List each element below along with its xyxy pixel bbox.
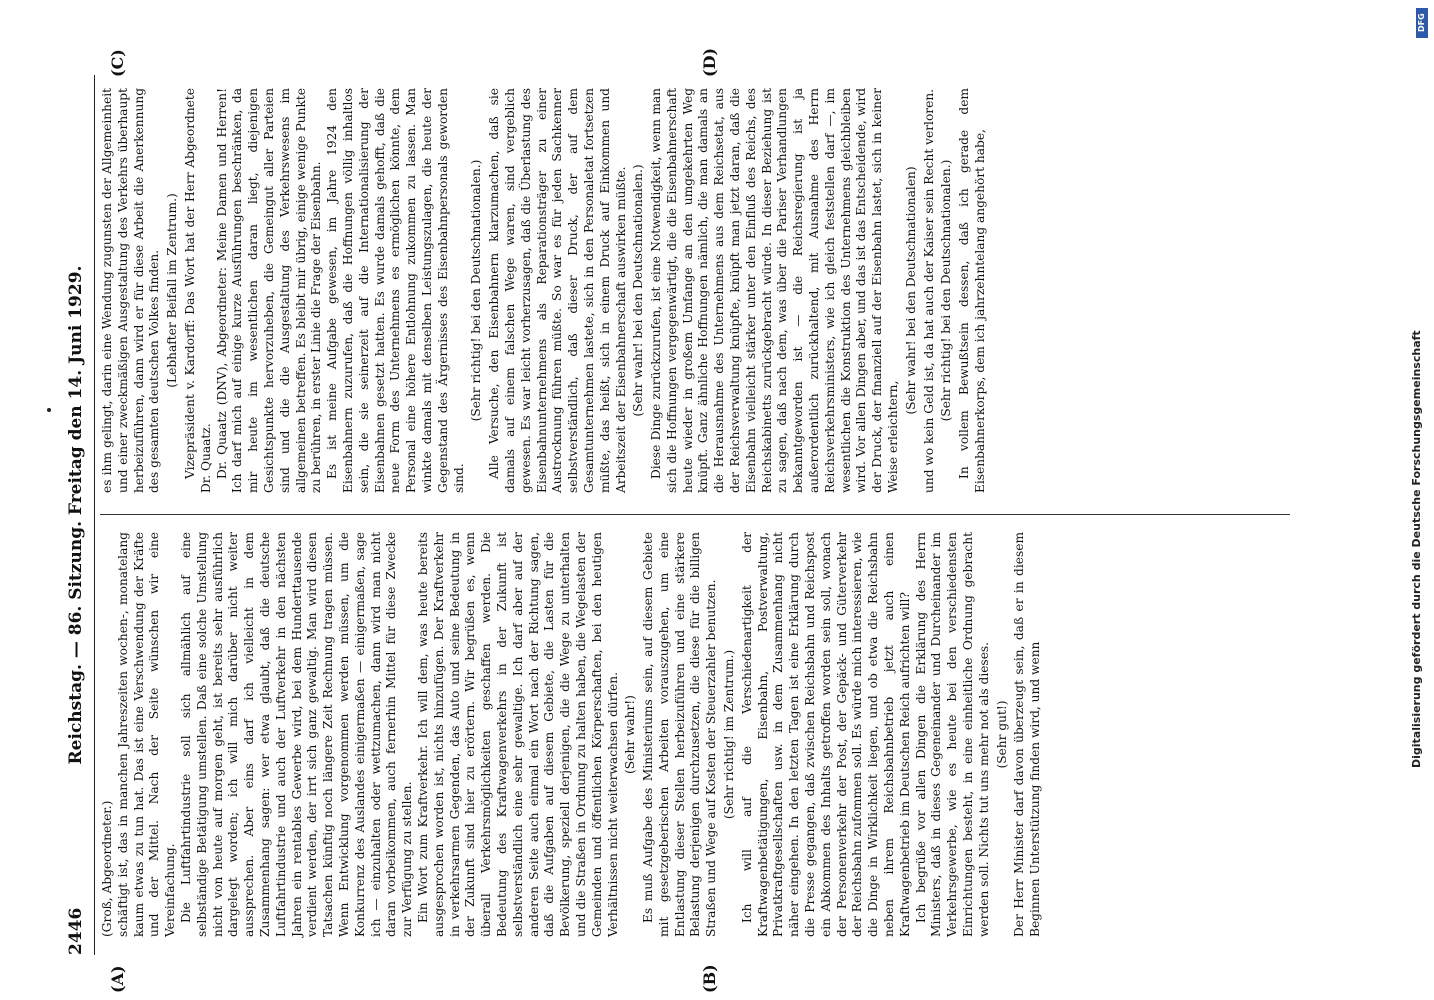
- right-column: [100, 88, 989, 493]
- column-rule: [100, 514, 1290, 515]
- paragraph: Die Luftfahrtindustrie soll sich allmählich auf eine selbständige Betätigung umstellen. Daß eine solche Umstellung nicht von heute auf morgen geht, ist bereits sehr ausführlich dargelegt worden; ich will mich darüber nicht weiter aussprechen. Aber eins darf ich vielleicht in dem Zusammenhang sagen: wer etwa glaubt, daß die deutsche Luftfahrtindustrie und auch der Luftverkehr in den nächsten Jahren ein rentables Gewerbe wird, bei dem Hunderttausende verdient werden, der irrt sich ganz gewaltig. Man wird diesen Tatsachen künftig noch längere Zeit Rechnung tragen müssen. Wenn Entwicklung vorgenommen werden müssen, um die Konkurrenz des Auslandes einigermaßen — einigermaßen, sage ich — einzuhalten oder wettzumachen, dann wird man nicht daran vorbeikommen, auch fernerhin Mittel für diese Zwecke zur Verfügung zu stellen.: [178, 532, 415, 937]
- interjection: (Sehr wahr!): [623, 695, 638, 774]
- paragraph: Ich begrüße vor allen Dingen die Erklärung des Herrn Ministers, daß in dieses Gegeneinander und Durcheinander im Verkehrsgewerbe, wie es heute bei den verschiedensten Einrichtungen besteht, in eine einheitliche Ordnung gebracht werden soll. Nichts tut uns mehr not als dieses.: [913, 532, 991, 937]
- dfg-logo: DFG: [1416, 8, 1428, 38]
- page-number: 2446: [66, 907, 86, 955]
- paragraph: Es ist meine Aufgabe gewesen, im Jahre 1924 den Eisenbahnern zuzurufen, daß die Hoffnungen völlig inhaltlos sein, die sie seinerzeit auf die Internationalisierung der Eisenbahnen gesetzt hatten. Es wurde damals gehofft, daß die neue Form des Unternehmens es ermöglichen könnte, dem Personal eine höhere Entlohnung zukommen zu lassen. Man winkte damals mit denselben Leistungszulagen, die heute der Gegenstand des Ärgernisses des Eisenbahnpersonals geworden sind.: [325, 88, 466, 493]
- margin-marker-a: (A): [108, 965, 127, 993]
- left-column: [100, 532, 1044, 937]
- page-header: [60, 75, 96, 955]
- interjection: (Sehr richtig! bei den Deutschnationalen.): [939, 159, 954, 422]
- interjection: (Sehr richtig! im Zentrum.): [722, 649, 737, 820]
- session-title: Reichstag. — 86. Sitzung. Freitag den 14. Juni 1929.: [66, 265, 86, 765]
- interjection: (Sehr wahr! bei den Deutschnationalen): [903, 166, 918, 415]
- paragraph: Dr. Quaatz (DNV), Abgeordneter: Meine Damen und Herren! Ich darf mich auf einige kurze Ausführungen beschränken, da mir heute im wesentlichen daran liegt, diejenigen Gesichtspunkte hervorzuheben, die Gemeingut aller Parteien sind und die die Ausgestaltung des Verkehrswesens im allgemeinen betreffen. Es bleibt mir übrig, einige wenige Punkte zu berühren, in erster Linie die Frage der Eisenbahn.: [214, 88, 324, 493]
- rotated-document: [60, 47, 1410, 993]
- margin-marker-c: (C): [108, 49, 127, 77]
- interjection: (Lebhafter Beifall im Zentrum.): [165, 193, 180, 388]
- funding-text: Digitalisierung gefördert durch die Deutsche Forschungsgemeinschaft: [1410, 330, 1423, 768]
- paragraph: es ihm gelingt, darin eine Wendung zugunsten der Allgemeinheit und einer zweckmäßigen Ausgestaltung des Verkehrs überhaupt herbeizuführen, dann wird er für diese Arbeit die Anerkennung des gesamten deutschen Volkes finden.: [100, 88, 162, 493]
- paragraph: Ein Wort zum Kraftverkehr. Ich will dem, was heute bereits ausgesprochen worden ist, nichts hinzufügen. Der Kraftverkehr in verkehrsarmen Gegenden, das Auto und seine Bedeutung in der Zukunft sind hier zu erörtern. Wir begrüßen es, wenn überall Verkehrsmöglichkeiten geschaffen werden. Die Bedeutung des Kraftwagenverkehrs in der Zukunft ist selbstverständlich eine sehr gewaltige. Ich darf aber auf der anderen Seite auch einmal ein Wort nach der Richtung sagen, daß die Aufgaben auf diesem Gebiete, die Lasten für die Bevölkerung, speziell derjenigen, die die Wege zu unterhalten und die Straßen in Ordnung zu halten haben, die Wegelasten der Gemeinden und öffentlichen Körperschaften, bei den heutigen Verhältnissen nicht weiterwachsen dürfen.: [415, 532, 620, 937]
- interjection: (Sehr richtig! bei den Deutschnationalen.): [469, 159, 484, 422]
- paragraph: Diese Dinge zurückzurufen, ist eine Notwendigkeit, wenn man sich die Hoffnungen vergegenwärtigt, die die Eisenbahnerschaft heute wieder in großem Umfange an den umgekehrten Weg knüpft. Ganz ähnliche Hoffnungen nämlich, die man damals an die Herausnahme des Unternehmens aus dem Reichsetat, aus der Reichsverwaltung knüpfte, knüpft man jetzt daran, daß die Eisenbahn vielleicht stärker unter den Einfluß des Reichs, des Reichskabinetts zurückgebracht würde. In dieser Beziehung ist zu sagen, daß nach dem, was über die Pariser Verhandlungen bekanntgeworden ist — die Reichsregierung ist ja außerordentlich zurückhaltend, mit Ausnahme des Herrn Reichsverkehrsministers, wie ich gleich feststellen darf —, im wesentlichen die Konstruktion des Unternehmens gleichbleiben wird. Vor allen Dingen aber, und das ist das Entscheidende, wird der Druck, der finanziell auf der Eisenbahn lastet, sich in keiner Weise erleichtern,: [649, 88, 901, 493]
- margin-marker-d: (D): [700, 47, 719, 77]
- interjection: (Sehr gut!): [994, 700, 1009, 769]
- margin-marker-b: (B): [700, 964, 719, 993]
- paragraph: und wo kein Geld ist, da hat auch der Kaiser sein Recht verloren.: [921, 88, 936, 493]
- speaker-intro: Vizepräsident v. Kardorff: Das Wort hat der Herr Abgeordnete Dr. Quaatz.: [182, 88, 213, 493]
- paragraph: Der Herr Minister darf davon überzeugt sein, daß er in diesem Beginnen Unterstützung finden wird, und wenn: [1012, 532, 1043, 937]
- funding-note: [1410, 8, 1432, 768]
- interjection: (Sehr wahr! bei den Deutschnationalen.): [631, 164, 646, 417]
- header-rule: [94, 75, 95, 955]
- paragraph: Ich will auf die Verschiedenartigkeit der Kraftwagenbetätigungen, Eisenbahn, Postverwaltung, Privatkraftgesellschaften usw. in dem Zusammenhang nicht näher eingehen. In den letzten Tagen ist eine Erklärung durch die Presse gegangen, daß zwischen Reichsbahn und Reichspost ein Abkommen des Inhalts getroffen worden sein soll, wonach der Personenverkehr der Post, der Gepäck- und Güterverkehr der Reichsbahn zufommen soll. Es würde mich interessieren, wie die Dinge in Wirklichkeit liegen, und ob etwa die Reichsbahn neben ihrem Reichsbahnbetrieb jetzt auch einen Kraftwagenbetrieb im Deutschen Reich aufrichten will?: [739, 532, 912, 937]
- paragraph: Alle Versuche, den Eisenbahnern klarzumachen, daß sie damals auf einem falschen Wege waren, sind vergeblich gewesen. Es war leicht vorherzusagen, daß die Überlastung des Eisenbahnunternehmens als Reparationsträger zu einer Austrocknung führen müßte. So war es für jeden Sachkenner selbstverständlich, daß dieser Druck, der auf dem Gesamtunternehmen lastete, sich in den Personaletat fortsetzen müßte, das heißt, sich in einem Druck auf Einkommen und Arbeitszeit der Eisenbahnerschaft auswirken müßte.: [487, 88, 628, 493]
- paragraph: In vollem Bewußtsein dessen, daß ich gerade dem Eisenbahnerkorps, dem ich jahrzehntelang angehört habe,: [957, 88, 988, 493]
- print-speck: [47, 408, 51, 412]
- paragraph: Es muß Aufgabe des Ministeriums sein, auf diesem Gebiete mit gesetzgeberischen Arbeiten vorauszugehen, um eine Entlastung dieser Stellen herbeizuführen und eine stärkere Belastung derjenigen durchzusetzen, die diese für die billigen Straßen und Wege auf Kosten der Steuerzahler benutzen.: [641, 532, 719, 937]
- paragraph: schäftigt ist, das in manchen Jahreszeiten wochen-, monatelang kaum etwas zu tun hat. Das ist eine Verschwendung der Kräfte und der Mittel. Nach der Seite wünschen wir eine Vereinfachung.: [115, 532, 178, 937]
- speaker-ref: (Groß, Abgeordneter.): [100, 800, 114, 937]
